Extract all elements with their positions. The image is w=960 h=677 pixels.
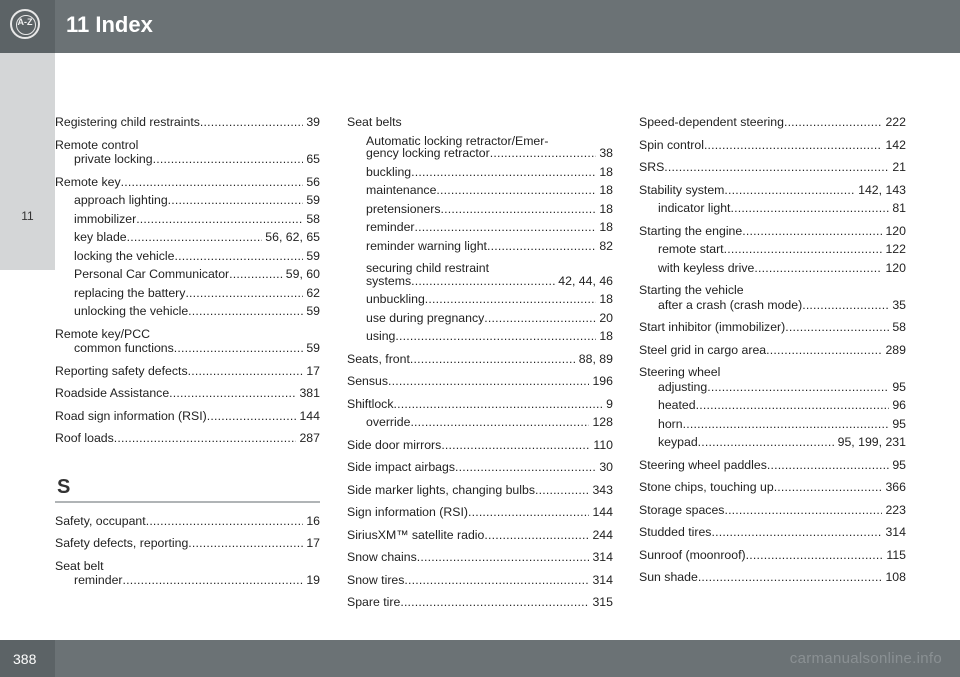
page-number: 388 (13, 651, 37, 667)
index-entry (639, 159, 906, 176)
entry-label: Speed-dependent steering (639, 115, 784, 129)
dot-leader (146, 513, 304, 530)
page-number-box (0, 640, 55, 677)
index-entry (639, 114, 906, 131)
entry-label: Side door mirrors (347, 437, 442, 452)
index-entries (347, 114, 613, 611)
entry-pages: 196 (592, 374, 613, 388)
entry-label: SiriusXM™ satellite radio (347, 527, 485, 542)
entry-pages: 128 (592, 415, 613, 429)
entry-pages: 59, 60 (285, 267, 320, 281)
entry-label: override (366, 415, 411, 429)
dot-leader (410, 351, 576, 368)
entry-pages: 95, 199, 231 (837, 435, 906, 449)
index-subentry (347, 291, 613, 308)
entry-label: Starting the engine (639, 223, 743, 238)
index-entry (347, 504, 613, 521)
entry-label: Personal Car Communicator (74, 267, 230, 281)
dot-leader (774, 479, 883, 496)
entry-label: buckling (366, 164, 412, 179)
index-entry (347, 459, 613, 476)
index-subentry (55, 572, 320, 589)
index-subentry (347, 328, 613, 345)
index-entry (55, 363, 320, 380)
entry-pages: 287 (299, 431, 320, 445)
index-entry (55, 174, 320, 191)
index-entry (347, 351, 613, 368)
entry-pages: 81 (892, 201, 906, 215)
entry-label: after a crash (crash mode) (658, 297, 803, 312)
entry-label: Safety, occupant (55, 513, 146, 528)
entry-pages: 314 (592, 572, 613, 587)
index-heading: Automatic locking retractor/Emer- (366, 133, 549, 148)
entry-label: heated (658, 398, 696, 412)
dot-leader (484, 527, 589, 544)
entry-label: Snow chains (347, 550, 417, 564)
entry-pages: 35 (892, 297, 906, 312)
index-subentry (639, 416, 906, 433)
dot-leader (114, 430, 297, 447)
entry-label: reminder (74, 573, 123, 587)
entry-label: Storage spaces (639, 502, 725, 517)
entry-label: Safety defects, reporting (55, 536, 189, 550)
entry-label: keypad (658, 435, 698, 449)
entry-label: use during pregnancy (366, 310, 485, 325)
entry-pages: 95 (892, 379, 906, 394)
dot-leader (188, 303, 303, 320)
index-entry (639, 137, 906, 154)
dot-leader (404, 572, 589, 589)
entry-label: pretensioners (366, 201, 441, 216)
dot-leader (441, 201, 597, 218)
dot-leader (229, 266, 283, 283)
index-heading: Starting the vehicle (639, 283, 744, 297)
chapter-title: 11 Index (66, 12, 153, 37)
entry-pages: 65 (306, 152, 320, 166)
entry-pages: 56, 62, 65 (265, 230, 320, 244)
dot-leader (784, 114, 883, 131)
entry-pages: 82 (599, 238, 613, 253)
entry-pages: 59 (306, 304, 320, 318)
entry-label: common functions (74, 341, 174, 355)
index-subentry (639, 200, 906, 217)
dot-leader (136, 211, 303, 228)
dot-leader (169, 385, 296, 402)
dot-leader (698, 569, 883, 586)
entry-pages: 142 (885, 137, 906, 152)
dot-leader (415, 219, 597, 236)
index-subentry (55, 303, 320, 320)
entry-label: Start inhibitor (immobilizer) (639, 320, 786, 334)
index-entry (347, 396, 613, 413)
entry-label: Road sign information (RSI) (55, 408, 207, 423)
entry-pages: 88, 89 (578, 351, 613, 366)
entry-pages: 122 (885, 242, 906, 256)
entry-pages: 314 (592, 550, 613, 564)
index-entry (347, 527, 613, 544)
entry-pages: 144 (592, 505, 613, 519)
entry-label: locking the vehicle (74, 248, 175, 263)
entry-pages: 95 (892, 457, 906, 472)
index-column-2 (347, 114, 613, 617)
dot-leader (188, 535, 303, 552)
entry-label: key blade (74, 230, 127, 244)
entry-label: adjusting (658, 379, 708, 394)
entry-pages: 21 (892, 160, 906, 174)
index-column-3 (639, 114, 906, 592)
entry-label: maintenance (366, 183, 437, 197)
entry-pages: 289 (885, 342, 906, 357)
index-entry (55, 513, 320, 530)
entry-label: systems (366, 273, 412, 288)
dot-leader (207, 408, 297, 425)
index-entry (55, 385, 320, 402)
dot-leader (704, 137, 883, 154)
dot-leader (730, 200, 889, 217)
entry-pages: 18 (599, 220, 613, 234)
index-subentry (55, 340, 320, 357)
dot-leader (754, 260, 882, 277)
dot-leader (411, 164, 596, 181)
entry-label: Steering wheel paddles (639, 457, 767, 472)
dot-leader (707, 379, 889, 396)
entry-pages: 42, 44, 46 (558, 273, 613, 288)
entry-pages: 120 (885, 260, 906, 275)
entry-label: replacing the battery (74, 285, 186, 300)
index-heading: Steering wheel (639, 365, 721, 379)
dot-leader (742, 223, 882, 240)
entry-pages: 58 (892, 320, 906, 334)
index-entry (55, 535, 320, 552)
dot-leader (174, 340, 304, 357)
dot-leader (393, 396, 603, 413)
index-heading: Seat belt (55, 558, 104, 573)
dot-leader (200, 114, 303, 131)
entry-label: Stability system (639, 182, 725, 197)
index-subentry (639, 260, 906, 277)
entry-pages: 39 (306, 115, 320, 129)
index-subentry (347, 164, 613, 181)
entry-label: reminder (366, 220, 415, 234)
entry-pages: 120 (885, 223, 906, 238)
entry-pages: 314 (885, 525, 906, 539)
index-subentry (347, 182, 613, 199)
entry-label: Spin control (639, 137, 704, 152)
index-subentry (55, 285, 320, 302)
dot-leader (724, 502, 882, 519)
entry-label: remote start (658, 242, 724, 256)
index-subentry (347, 273, 613, 290)
dot-leader (490, 145, 597, 162)
entry-label: Stone chips, touching up (639, 480, 774, 494)
entry-label: Sign information (RSI) (347, 505, 468, 519)
index-entry (347, 437, 613, 454)
entry-pages: 96 (892, 398, 906, 412)
entry-label: with keyless drive (658, 260, 755, 275)
entry-pages: 142, 143 (858, 182, 906, 197)
index-entry (639, 547, 906, 564)
entry-pages: 144 (299, 408, 320, 423)
entry-pages: 58 (306, 211, 320, 226)
entry-label: Snow tires (347, 572, 405, 587)
index-entry (639, 569, 906, 586)
dot-leader (455, 459, 596, 476)
entry-pages: 59 (306, 193, 320, 207)
dot-leader (417, 549, 590, 566)
index-subentry (347, 310, 613, 327)
index-subentry (347, 219, 613, 236)
index-subentry (55, 151, 320, 168)
index-entry (347, 482, 613, 499)
index-entries-r (55, 114, 320, 447)
entry-pages: 381 (299, 386, 320, 400)
entry-pages: 30 (599, 460, 613, 474)
entry-pages: 59 (306, 341, 320, 355)
entry-label: Shiftlock (347, 396, 394, 411)
icon-text: A-Z (17, 17, 33, 27)
dot-leader (535, 482, 589, 499)
index-subentry (347, 201, 613, 218)
index-heading: Remote key/PCC (55, 326, 150, 341)
index-entry (639, 319, 906, 336)
dot-leader (441, 437, 590, 454)
dot-leader (724, 241, 883, 258)
entry-pages: 9 (606, 396, 613, 411)
section-letter-s (55, 477, 320, 503)
entry-label: reminder warning light (366, 238, 487, 253)
entry-label: Remote key (55, 174, 121, 189)
chapter-icon-box (0, 0, 55, 53)
index-entry (347, 549, 613, 566)
dot-leader (400, 594, 589, 611)
index-subentry (347, 414, 613, 431)
index-entry (55, 114, 320, 131)
dot-leader (746, 547, 884, 564)
entry-pages: 18 (599, 201, 613, 216)
entry-label: using (366, 329, 396, 343)
index-subentry (639, 379, 906, 396)
index-heading: securing child restraint (366, 261, 490, 275)
dot-leader (411, 273, 555, 290)
index-subentry (347, 145, 613, 162)
dot-leader (698, 434, 835, 451)
dot-leader (484, 310, 596, 327)
index-subentry (639, 297, 906, 314)
dot-leader (468, 504, 590, 521)
index-heading: Remote control (55, 137, 139, 152)
chapter-side-tab (0, 53, 55, 270)
entry-pages: 19 (306, 573, 320, 587)
entry-pages: 343 (592, 482, 613, 497)
entry-label: unbuckling (366, 292, 425, 306)
index-subentry (55, 248, 320, 265)
entry-label: Sensus (347, 374, 389, 388)
entry-pages: 59 (306, 248, 320, 263)
index-entry (639, 524, 906, 541)
index-subentry (55, 192, 320, 209)
dot-leader (174, 248, 303, 265)
dot-leader (487, 238, 596, 255)
watermark: carmanualsonline.info (789, 650, 942, 667)
entry-pages: 315 (592, 595, 613, 609)
entry-pages: 38 (599, 146, 613, 160)
entry-pages: 20 (599, 310, 613, 325)
entry-label: Seats, front (347, 351, 410, 366)
entry-pages: 17 (306, 363, 320, 378)
index-entry (639, 479, 906, 496)
entry-pages: 115 (886, 547, 906, 562)
entry-label: Roof loads (55, 431, 114, 445)
entry-label: Roadside Assistance (55, 386, 170, 400)
dot-leader (425, 291, 597, 308)
entry-label: indicator light (658, 201, 731, 215)
entry-pages: 62 (306, 285, 320, 300)
dot-leader (767, 457, 889, 474)
entry-pages: 110 (593, 437, 613, 452)
dot-leader (785, 319, 889, 336)
section-divider (55, 501, 320, 503)
page-footer (0, 640, 960, 677)
entry-label: unlocking the vehicle (74, 304, 189, 318)
index-subentry (55, 266, 320, 283)
index-entry (639, 457, 906, 474)
entry-label: gency locking retractor (366, 146, 490, 160)
side-tab-label: 11 (21, 209, 34, 223)
index-subentry (639, 397, 906, 414)
dot-leader (185, 285, 303, 302)
dot-leader (127, 229, 263, 246)
index-entries (639, 114, 906, 586)
entry-label: Sunroof (moonroof) (639, 547, 746, 562)
dot-leader (664, 159, 889, 176)
index-subentry (639, 241, 906, 258)
entry-label: private locking (74, 152, 153, 166)
dot-leader (121, 174, 304, 191)
entry-pages: 108 (885, 570, 906, 584)
dot-leader (436, 182, 596, 199)
entry-label: Registering child restraints (55, 115, 200, 129)
entry-pages: 95 (892, 416, 906, 431)
entry-pages: 17 (306, 536, 320, 550)
entry-pages: 223 (885, 502, 906, 517)
page-header (0, 0, 960, 53)
dot-leader (766, 342, 882, 359)
entry-label: approach lighting (74, 193, 168, 207)
entry-label: horn (658, 416, 683, 431)
entry-pages: 18 (599, 183, 613, 197)
index-subentry (55, 211, 320, 228)
dot-leader (168, 192, 304, 209)
entry-pages: 18 (599, 329, 613, 343)
entry-label: Side marker lights, changing bulbs (347, 482, 535, 497)
entry-label: Steel grid in cargo area (639, 342, 767, 357)
entry-pages: 56 (306, 174, 320, 189)
a-z-index-icon (10, 9, 40, 39)
index-entry (639, 342, 906, 359)
entry-label: Side impact airbags (347, 460, 455, 474)
entry-label: Studded tires (639, 525, 712, 539)
index-entries-s (55, 513, 320, 589)
dot-leader (388, 373, 589, 390)
dot-leader (802, 297, 889, 314)
index-column-1 (55, 114, 320, 595)
index-entry (55, 408, 320, 425)
dot-leader (153, 151, 304, 168)
index-entry (639, 182, 906, 199)
section-letter: S (57, 475, 71, 498)
entry-pages: 18 (599, 164, 613, 179)
entry-label: Spare tire (347, 595, 401, 609)
index-entry (55, 430, 320, 447)
index-entry (347, 373, 613, 390)
entry-label: Reporting safety defects (55, 363, 188, 378)
dot-leader (711, 524, 882, 541)
entry-pages: 222 (885, 115, 906, 129)
entry-label: immobilizer (74, 211, 137, 226)
dot-leader (123, 572, 304, 589)
index-entry (347, 572, 613, 589)
index-entry (639, 223, 906, 240)
dot-leader (696, 397, 890, 414)
entry-pages: 18 (599, 292, 613, 306)
dot-leader (395, 328, 596, 345)
entry-pages: 244 (592, 527, 613, 542)
index-entry (347, 594, 613, 611)
entry-pages: 16 (306, 513, 320, 528)
dot-leader (188, 363, 304, 380)
index-subentry (55, 229, 320, 246)
entry-pages: 366 (885, 480, 906, 494)
dot-leader (683, 416, 890, 433)
entry-label: Sun shade (639, 570, 698, 584)
index-heading: Seat belts (347, 115, 402, 129)
dot-leader (724, 182, 855, 199)
index-subentry (639, 434, 906, 451)
entry-label: SRS (639, 160, 665, 174)
index-entry (639, 502, 906, 519)
dot-leader (410, 414, 589, 431)
index-subentry (347, 238, 613, 255)
